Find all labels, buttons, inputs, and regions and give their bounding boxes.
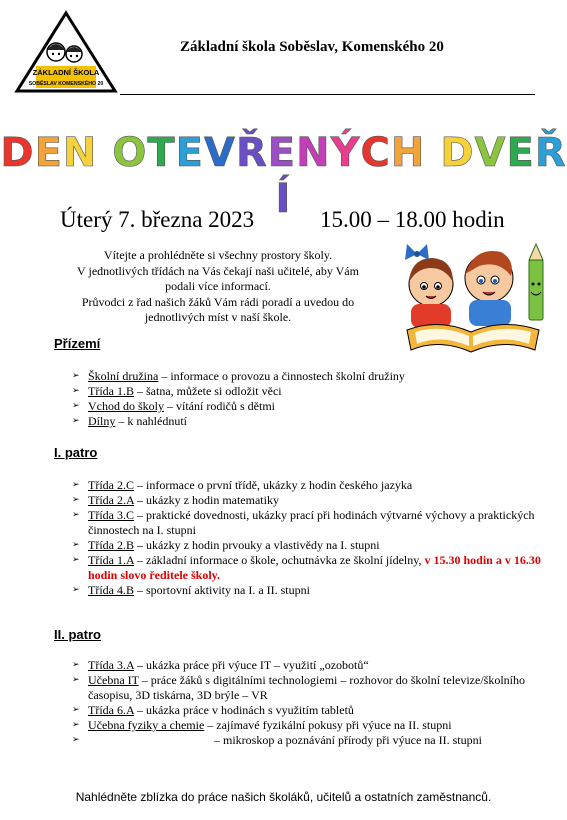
room-description: – práce žáků s digitálními technologiemi – rozhovor do školní televize/školního časopisu, 3D tiskárna, 3D brýle – VR bbox=[88, 673, 526, 702]
intro-line: Průvodci z řad našich žáků Vám rádi poradí a uvedou do bbox=[81, 294, 355, 309]
school-logo bbox=[14, 10, 118, 94]
arrow-bullet-icon: ➢ bbox=[72, 510, 80, 520]
section-heading-prizemi: Přízemí bbox=[54, 336, 101, 351]
room-description: – k nahlédnutí bbox=[115, 414, 187, 428]
room-name: Třída 1.B bbox=[88, 384, 134, 398]
title-letter: Ý bbox=[330, 130, 361, 176]
list-item bbox=[72, 658, 542, 673]
list-item bbox=[72, 508, 542, 538]
intro-line: podali více informací. bbox=[165, 279, 271, 293]
list-item bbox=[72, 384, 542, 399]
arrow-bullet-icon: ➢ bbox=[72, 495, 80, 505]
room-name: Školní družina bbox=[88, 369, 159, 383]
logo-text-top: ZÁKLADNÍ ŠKOLA bbox=[32, 68, 100, 77]
list-item bbox=[72, 369, 542, 384]
list-item bbox=[72, 553, 542, 583]
arrow-bullet-icon: ➢ bbox=[72, 720, 80, 730]
list-item bbox=[72, 718, 542, 733]
room-description: – ukázky z hodin matematiky bbox=[134, 493, 279, 507]
room-description: – vítání rodičů s dětmi bbox=[164, 399, 275, 413]
title-letter: V bbox=[203, 130, 236, 176]
title-letter: D bbox=[440, 130, 475, 176]
list-item bbox=[72, 673, 542, 703]
room-name: Vchod do školy bbox=[88, 399, 164, 413]
event-time: 15.00 – 18.00 hodin bbox=[320, 207, 505, 232]
room-description: – šatna, můžete si odložit věci bbox=[134, 384, 282, 398]
title-letter: N bbox=[296, 130, 331, 176]
arrow-bullet-icon: ➢ bbox=[72, 585, 80, 595]
title-letter: E bbox=[267, 130, 297, 176]
arrow-bullet-icon: ➢ bbox=[72, 416, 80, 426]
arrow-bullet-icon: ➢ bbox=[72, 540, 80, 550]
event-date: Úterý 7. března 2023 bbox=[60, 207, 255, 232]
title-letter: T bbox=[147, 130, 176, 176]
title-letter: Í bbox=[275, 176, 292, 222]
room-description: – informace o provozu a činnostech školní družiny bbox=[158, 369, 405, 383]
title-letter: E bbox=[506, 130, 535, 176]
list-item bbox=[72, 478, 542, 493]
list-item bbox=[72, 399, 542, 414]
title-letter bbox=[425, 130, 440, 176]
title-letter: H bbox=[390, 130, 426, 176]
list-item bbox=[72, 493, 542, 508]
list-item bbox=[72, 538, 542, 553]
title-letter: E bbox=[34, 130, 63, 176]
list-item bbox=[72, 583, 542, 598]
list-item bbox=[72, 414, 542, 429]
title-letter bbox=[97, 130, 112, 176]
intro-line: jednotlivých míst v naší škole. bbox=[144, 310, 292, 324]
room-description: – informace o první třídě, ukázky z hodin českého jazyka bbox=[134, 478, 413, 492]
room-description: – mikroskop a poznávání přírody při výuce na II. stupni bbox=[214, 733, 482, 747]
arrow-bullet-icon: ➢ bbox=[72, 675, 80, 685]
room-name: Třída 3.A bbox=[88, 658, 134, 672]
room-description: – sportovní aktivity na I. a II. stupni bbox=[134, 583, 310, 597]
intro-text bbox=[52, 248, 384, 326]
room-name: Třída 2.A bbox=[88, 493, 134, 507]
room-description: – ukázky z hodin prvouky a vlastivědy na I. stupni bbox=[134, 538, 380, 552]
arrow-bullet-icon: ➢ bbox=[72, 401, 80, 411]
arrow-bullet-icon: ➢ bbox=[72, 735, 80, 745]
room-description: – ukázka práce v hodinách s využitím tabletů bbox=[134, 703, 354, 717]
room-name: Třída 6.A bbox=[88, 703, 134, 717]
header-divider bbox=[120, 94, 535, 95]
room-name: Učebna IT bbox=[88, 673, 139, 687]
room-name: Třída 3.C bbox=[88, 508, 134, 522]
school-name: Základní škola Soběslav, Komenského 20 bbox=[180, 39, 444, 55]
title-letter: V bbox=[474, 130, 507, 176]
room-name: Dílny bbox=[88, 414, 116, 428]
logo-text-bottom: SOBĚSLAV KOMENSKÉHO 20 bbox=[28, 81, 104, 87]
title-letter: D bbox=[0, 130, 35, 176]
title-letter: Ř bbox=[235, 130, 268, 176]
arrow-bullet-icon: ➢ bbox=[72, 386, 80, 396]
room-description: – zajímavé fyzikální pokusy při výuce na II. stupni bbox=[204, 718, 452, 732]
intro-line: Vítejte a prohlédněte si všechny prostory školy. bbox=[103, 248, 333, 262]
list-item bbox=[72, 733, 542, 748]
room-description: – základní informace o škole, ochutnávka ze školní jídelny, bbox=[134, 553, 425, 567]
title-letter: C bbox=[360, 130, 391, 176]
room-name: Třída 2.C bbox=[88, 478, 134, 492]
arrow-bullet-icon: ➢ bbox=[72, 660, 80, 670]
room-description: – praktické dovednosti, ukázky prací při hodinách výtvarné výchovy a praktických činnostech na I. stupni bbox=[88, 508, 535, 537]
arrow-bullet-icon: ➢ bbox=[72, 371, 80, 381]
intro-line: V jednotlivých třídách na Vás čekají naši učitelé, aby Vám bbox=[77, 263, 359, 278]
principal-speech-highlight: v 15.30 hodin a v 16.30 hodin slovo ředitele školy. bbox=[88, 553, 541, 582]
list-patro-2 bbox=[72, 658, 542, 748]
list-patro-1 bbox=[72, 478, 542, 598]
room-description: – ukázka práce při výuce IT – využití „ozobotů“ bbox=[134, 658, 369, 672]
title-letter: O bbox=[112, 130, 148, 176]
title-letter: E bbox=[175, 130, 204, 176]
room-name: Třída 2.B bbox=[88, 538, 134, 552]
title-letter: Ř bbox=[534, 130, 567, 176]
arrow-bullet-icon: ➢ bbox=[72, 705, 80, 715]
title-letter: N bbox=[62, 130, 98, 176]
section-heading-patro-2: II. patro bbox=[54, 627, 101, 642]
room-name: Třída 4.B bbox=[88, 583, 134, 597]
room-name: Třída 1.A bbox=[88, 553, 134, 567]
footer-note: Nahlédněte zblízka do práce našich školáků, učitelů a ostatních zaměstnanců. bbox=[75, 790, 492, 804]
arrow-bullet-icon: ➢ bbox=[72, 480, 80, 490]
kids-reading-illustration bbox=[389, 238, 556, 356]
list-item bbox=[72, 703, 542, 718]
list-prizemi bbox=[72, 369, 542, 429]
arrow-bullet-icon: ➢ bbox=[72, 555, 80, 565]
room-name: Učebna fyziky a chemie bbox=[88, 718, 205, 732]
section-heading-patro-1: I. patro bbox=[54, 445, 98, 460]
